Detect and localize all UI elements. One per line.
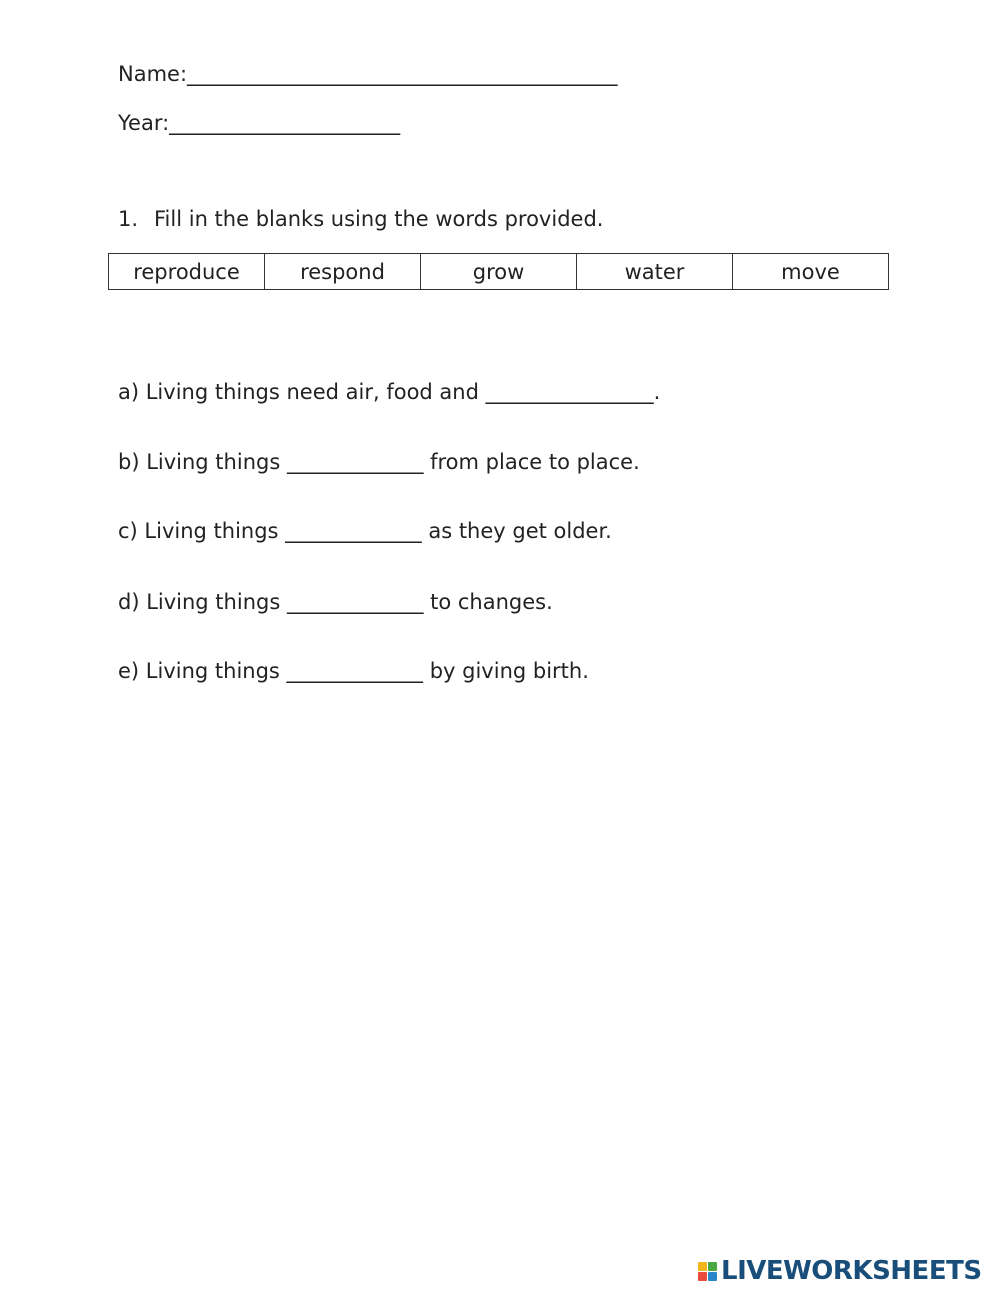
sentence-e: e) Living things _____________ by giving birth. bbox=[118, 659, 589, 683]
logo-block bbox=[708, 1272, 717, 1281]
word-bank-cell: reproduce bbox=[109, 254, 265, 290]
word-bank-table bbox=[108, 253, 889, 290]
sentence-a: a) Living things need air, food and ________________. bbox=[118, 380, 661, 404]
logo-block bbox=[698, 1262, 707, 1271]
year-field-line: Year:______________________ bbox=[118, 111, 401, 135]
logo-text: LIVEWORKSHEETS bbox=[721, 1256, 982, 1286]
word-bank-cell: move bbox=[733, 254, 889, 290]
word-bank-cell: water bbox=[577, 254, 733, 290]
logo-block bbox=[698, 1272, 707, 1281]
word-bank-row bbox=[109, 254, 889, 290]
question-number: 1. bbox=[118, 207, 139, 231]
sentence-b: b) Living things _____________ from place to place. bbox=[118, 450, 640, 474]
sentence-d: d) Living things _____________ to changes. bbox=[118, 590, 553, 614]
word-bank-cell: respond bbox=[265, 254, 421, 290]
word-bank-cell: grow bbox=[421, 254, 577, 290]
sentence-c: c) Living things _____________ as they get older. bbox=[118, 519, 612, 543]
question-text: Fill in the blanks using the words provided. bbox=[154, 207, 604, 231]
logo-block bbox=[708, 1262, 717, 1271]
liveworksheets-logo bbox=[698, 1254, 982, 1288]
logo-blocks-icon bbox=[698, 1262, 717, 1281]
question-instruction bbox=[118, 205, 603, 233]
name-field-line: Name:_________________________________________ bbox=[118, 62, 618, 86]
